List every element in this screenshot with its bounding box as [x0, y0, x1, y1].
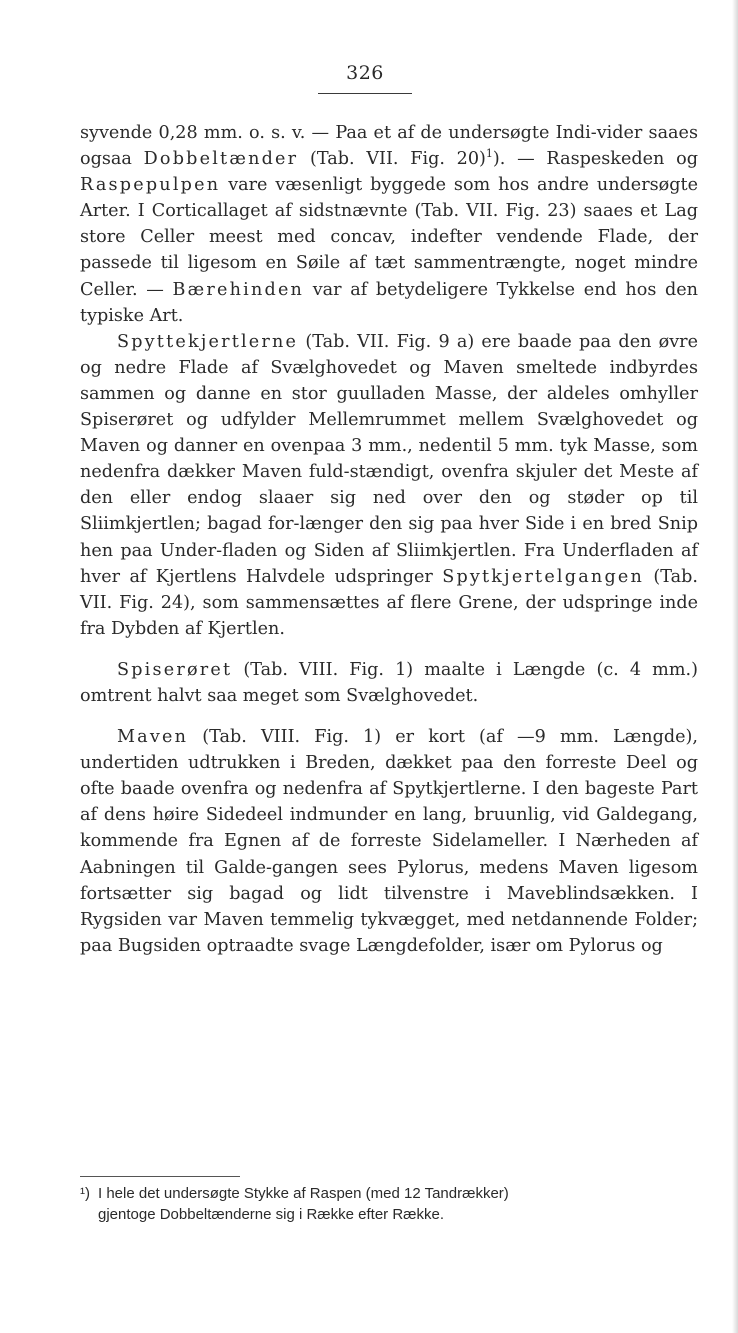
- term-dobbeltaender: Dobbeltænder: [143, 149, 299, 170]
- footnote-marker: ¹): [80, 1185, 90, 1202]
- paragraph-salivary-glands: [80, 329, 698, 642]
- paragraph-stomach: [80, 724, 698, 959]
- footnote-line: gjentoge Dobbeltænderne sig i Række efter Række.: [98, 1206, 445, 1223]
- text-run: (Tab. VIII. Fig. 1) maalte i Længde (c. 4 mm.) omtrent halvt saa meget som Svælghovedet.: [80, 659, 698, 706]
- footnote-text: I hele det undersøgte Stykke af Raspen (med 12 Tandrækker): [98, 1185, 509, 1202]
- paragraph-oesophagus: [80, 657, 698, 709]
- text-run: ). — Raspeskeden og: [492, 149, 698, 170]
- term-maven: Maven: [116, 727, 189, 748]
- text-run: var af betydeligere Tykkelse end hos den typiske Art.: [80, 279, 698, 326]
- footnote-line: [80, 1183, 698, 1204]
- body-text: [80, 120, 698, 959]
- text-run: (Tab. VII. Fig. 9 a) ere baade paa den øvre og nedre Flade af Svælghovedet og Maven smeltede indbyrdes sammen og danne en stor guulladen Masse, der aldeles omhyller Spiserøret og udfylder Mellemrummet mellem Svælghovedet og Maven og danner en ovenpaa 3 mm., nedentil 5 mm. tyk Masse, som nedenfra dækker Maven fuld-stændigt, ovenfra skjuler det Meste af den eller endog slaaer sig ned over den og støder op til Sliimkjertlen; bagad for-længer den sig paa hver Side i en bred Snip hen paa Under-fladen og Siden af Sliimkjertlen. Fra Underfladen af hver af Kjertlens Halvdele udspringer: [80, 331, 698, 587]
- page-number-underline: [318, 93, 412, 94]
- text-run: vare væsenligt byggede som hos andre undersøgte Arter. I Corticallaget af sidstnævnte (Tab. VII. Fig. 23) saaes et Lag store Celler meest med concav, indefter vendende Flade, der passede til ligesom en Søile af tæt sammentrængte, noget mindre Celler. —: [80, 175, 698, 300]
- term-raspepulpen: Raspepulpen: [80, 175, 221, 196]
- text-run: (Tab. VIII. Fig. 1) er kort (af —9 mm. Længde), undertiden udtrukken i Breden, dækket paa den forreste Deel og ofte baade ovenfra og nedenfra af Spytkjertlerne. I den bageste Part af dens høire Sidedeel indmunder en lang, bruunlig, vid Galdegang, kommende fra Egnen af de forreste Sidelameller. I Nærheden af Aabningen til Galde-gangen sees Pylorus, medens Maven ligesom fortsætter sig bagad og lidt tilvenstre i Maveblindsækken. I Rygsiden var Maven temmelig tykvægget, med netdannende Folder; paa Bugsiden optraadte svage Længdefolder, især om Pylorus og: [80, 727, 698, 956]
- term-spiseroret: Spiserøret: [116, 659, 233, 680]
- text-run: (Tab. VII. Fig. 20): [298, 149, 486, 170]
- text-run: (Tab. VII. Fig. 24), som sammensættes af flere Grene, der udspringe inde fra Dybden af Kjertlen.: [80, 566, 698, 639]
- footnote: [80, 1183, 698, 1225]
- text-run: syvende 0,28 mm. o. s. v. — Paa et af de undersøgte Indi-vider saaes ogsaa: [80, 123, 698, 170]
- page-number: 326: [346, 62, 384, 84]
- term-spyttekjertlerne: Spyttekjertlerne: [116, 331, 299, 352]
- term-baerehinden: Bærehinden: [172, 279, 305, 300]
- term-spytkjertelgangen: Spytkjertelgangen: [442, 566, 645, 587]
- footnote-reference: 1: [485, 147, 493, 161]
- footnote-separator: [80, 1176, 240, 1177]
- page-edge-shadow: [732, 0, 738, 1333]
- paragraph-teeth-and-radula: [80, 120, 698, 329]
